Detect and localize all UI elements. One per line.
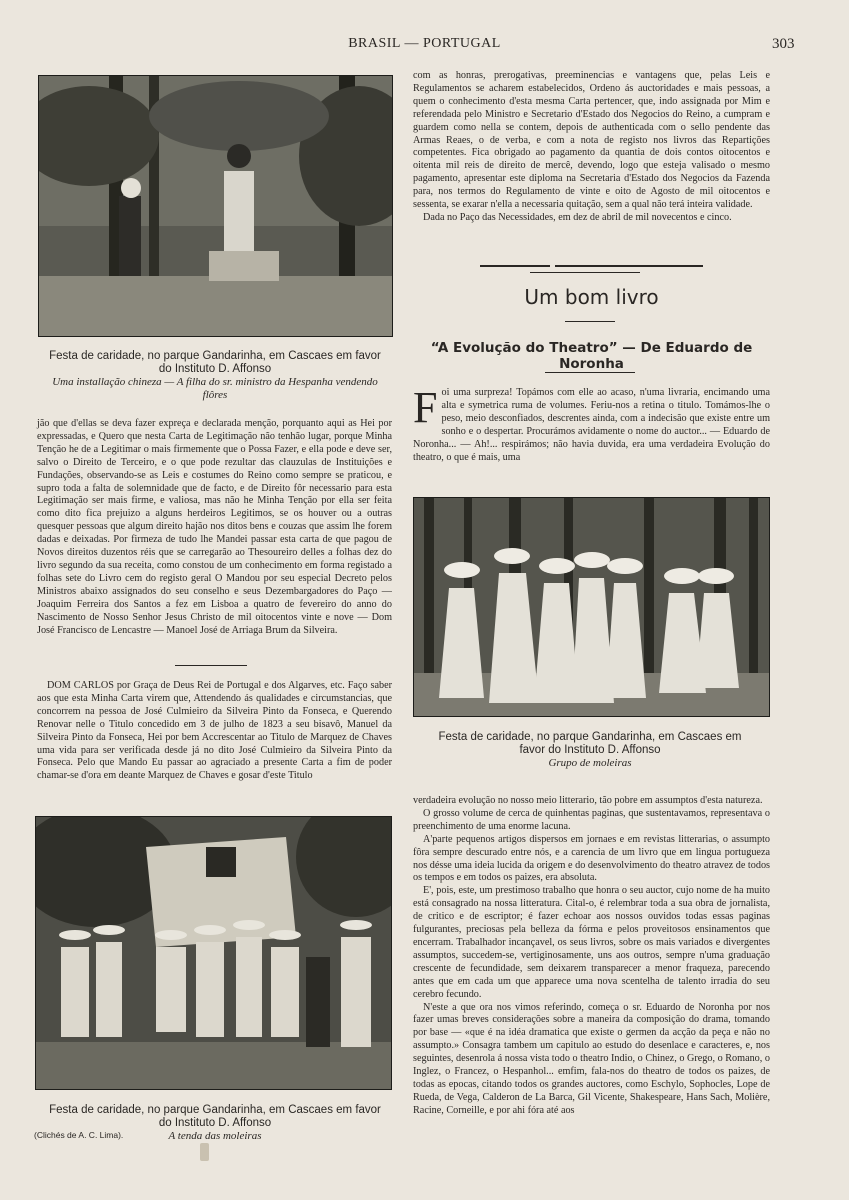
figure-2-subcaption: Grupo de moleiras: [548, 757, 632, 769]
page-blemish: [200, 1143, 209, 1161]
article-p4: E', pois, este, um prestimoso trabalho que honra o seu auctor, cujo nome de ha muito está consagrado na nossa litteratura. Cital-o, é relembrar toda a sua obra de jornalista, de critico e de escriptor; é fazer echoar aos nossos ouvidos todas essas paginas fulgurantes, preciosas pela belleza da fórma e pelos proveitosos ensinamentos que encerram. Trabalhador incançavel, os seus livros, sobre os mais variados e divergentes assumptos, succedem-se, vertiginosamente, uns aos outros, sempre n'uma graduação crescente de fecundidade, sem deixarem transparecer a menor fraqueza, parecendo antes que em cada um que apparece uma nova scentelha de talento irradia do seu cerebro fecundo.: [413, 885, 770, 1000]
left-divider: [175, 665, 247, 666]
left-paragraph-1: jão que d'ellas se deva fazer expreça e declarada menção, porquanto aqui as Hei por expressadas, e Quero que nesta Carta de Legitimação não tenhão lugar, porque Minha Tenção he de a Legitimar o mais firmemente que o Possa Fazer, e ella pode e deve ser, salvo o Direito de Terceiro, e o que pode rezultar das clauzulas de Instituições e Fundações, observando-se as Leis e costumes do Reino como sempre se praticou, e supro toda a falta de solemnidade que de facto, e de Direito fôr necessario para esta Legitimação ser mais firme, e valiosa, mas não he Minha Tenção por ella ser feita como dito fica prejuizo a alguns herdeiros Legitimos, se os houver ou a outras quesquer pessoas que algum direito hajão nos ditos bens e couzas que assim lhe forem dadas e deixadas. Por firmeza de tudo lhe Mandei passar esta carta de que pagou de Novos direitos duzentos réis que se carregarão ao Thesoureiro delles a folhas dez do livro segundo da sua receita, como constou de um conhecimento em forma registado a folhas sete do Livro cem do registo geral O Mandou por seu especial Decreto pelos Ministros abaixo assignados do seu conselho e seus Dezembargadores do Paço — Joaquim Ferreira dos Santos a fez em Lisboa a quatro de fevereiro do anno do Nascimento de Nosso Senhor Jesus Christo de mil oitocentos vinte e nove — Dom José Francisco de Lencastre — Manoel José de Arriaga Brum da Silveira.: [37, 418, 392, 636]
article-p2: O grosso volume de cerca de quinhentas paginas, que sustentavamos, representava o preenchimento de uma enorme lacuna.: [413, 807, 770, 832]
photo-credit: (Clichés de A. C. Lima).: [34, 1130, 124, 1140]
page-number: 303: [772, 36, 795, 52]
section-rule-5: [545, 372, 635, 373]
article-p5: N'este a que ora nos vimos referindo, começa o sr. Eduardo de Noronha por nos fazer umas breves considerações sobre a maneira da composição do drama, tomando por base — «que é na idéa dramatica que existe o germen da acção da peça e não no assumpto.» Consagra tambem um capitulo ao estudo do desenlace e caracteres, e, nos seguintes, desenrola á nossa vista todo o theatro Indio, o Chinez, o Grego, o Romano, o Inglez, o Francez, o Hespanhol... emfim, fala-nos do theatro de todos os paizes, de todas as epocas, citando todos os grandes auctores, como Eschylo, Sophocles, Lope de Rueda, de Vega, Calderon de La Barca, Gil Vicente, Shakespeare, Hans Sach, Molière, Racine, Corneille, e por ahi fóra até aos: [413, 1001, 770, 1116]
left-paragraph-2: DOM CARLOS por Graça de Deus Rei de Portugal e dos Algarves, etc. Faço saber aos que esta Minha Carta virem que, Attendendo ás qualidades e circumstancias, que concorrem na pessoa de José Culmieiro da Silveira Pinto da Fonseca, e Querendo Renovar nelle o Titulo concedido em 3 de julho de 1823 a seu bisavô, Manuel da Silveira Pinto da Fonseca, Hei por bem Accrescentar ao Titulo de Marquez de Chaves uma vida para ser verificada desde já no dito José Culmieiro da Silveira Pinto da Fonseca. Pelo que Mando Eu passar ao agraciado a presente Carta a fim de poder chamar-se d'ora em deante Marquez de Chaves e gosar d'este Titulo: [37, 680, 392, 782]
section-rule-4: [565, 321, 615, 322]
figure-1-caption: Festa de caridade, no parque Gandarinha, em Cascaes em favor do Instituto D. Affonso: [49, 350, 381, 375]
intro-text: oi uma surpreza! Topámos com elle ao acaso, n'uma livraria, encimando uma alta e symetrica ruma de volumes. Feriu-nos a retina o titulo. Tomámos-lhe o peso, meio desconfiados, descrentes ainda, com a indecisão que existe entre um sonho e o despertar. Procurámos avidamente o nome do auctor... — Eduardo de Noronha... — Ah!... respirámos; não havia duvida, era uma verdadeira Evolução do theatro, o que é mais, uma: [413, 387, 770, 463]
article-p1: verdadeira evolução no nosso meio litterario, tão pobre em assumptos d'esta natureza.: [413, 795, 763, 806]
left-column-2: [37, 680, 392, 783]
section-title: Um bom livro: [524, 285, 659, 309]
drop-cap: F: [413, 383, 438, 432]
left-column: [37, 418, 392, 637]
article-p3: A'parte pequenos artigos dispersos em jornaes e em revistas litterarias, o assumpto fôra sempre descurado entre nós, e a carencia de um livro que em lingua portugueza nos désse uma ideia lucida da origem e do desenvolvimento do theatro atravez de todos os tempos e em todos os paizes, era absoluta.: [413, 833, 770, 884]
section-rule-1: [480, 265, 550, 267]
figure-1-subcaption: Uma installação chineza — A filha do sr. ministro da Hespanha vendendo flôres: [52, 376, 378, 401]
right-paragraph-dated: Dada no Paço das Necessidades, em dez de abril de mil novecentos e cinco.: [423, 211, 732, 223]
figure-3-subcaption: A tenda das moleiras: [168, 1130, 262, 1142]
section-rule-2: [555, 265, 703, 267]
right-paragraph-top: com as honras, prerogativas, preeminencias e vantagens que, pelas Leis e Regulamentos se acharem estabelecidos, Ordeno ás auctoridades e mais pessoas, a quem o conhecimento d'esta mesma Carta pertencer, que, indo assignada por Mim e referendada pelo Ministro e Secretario d'Estado dos Negocios do Reino, a cumpram e guardem como nella se contem, depois de authenticada com o sello pendente das Armas Reaes, o de verba, e com a nota de registo nos livros das Repartições competentes. Fica obrigado ao pagamento da quantia de dois contos oitocentos e oitenta mil reis de direito de mercê, devendo, logo que esteja valisado o mesmo pagamento, apresentar este diploma na Secretaria d'Estado dos Negocios da Fazenda para, nos termos do Regulamento de vinte e oito de Agosto de mil oitocentos e sessenta, se exarar n'ella a necessaria quitação, sem a qual não terá inteira validade.: [413, 70, 770, 211]
photo-grupo-moleiras: [413, 497, 770, 717]
photo-tenda-moleiras: [35, 816, 392, 1090]
right-column-bottom: [413, 795, 770, 1118]
article-intro: [413, 383, 770, 464]
right-column-top: [413, 70, 770, 225]
article-title: “A Evolução do Theatro” — De Eduardo de Noronha: [430, 340, 753, 372]
section-rule-3: [530, 272, 640, 273]
running-header: BRASIL — PORTUGAL: [348, 36, 501, 51]
photo-chinese-installation: [38, 75, 393, 337]
figure-2-caption: Festa de caridade, no parque Gandarinha, em Cascaes em favor do Instituto D. Affonso: [438, 731, 742, 756]
figure-3-caption: Festa de caridade, no parque Gandarinha, em Cascaes em favor do Instituto D. Affonso: [49, 1104, 381, 1129]
